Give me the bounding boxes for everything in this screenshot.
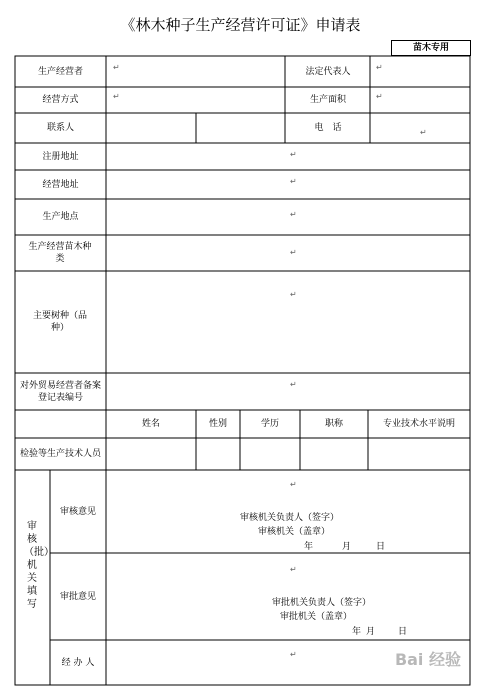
label-mode: 经营方式 [42, 95, 79, 105]
review-year: 年 [304, 542, 314, 552]
document-title: 《林木种子生产经营许可证》申请表 [120, 16, 361, 34]
col-name: 姓名 [141, 419, 160, 429]
approve-org: 审批机关（盖章） [280, 612, 353, 622]
label-biz-addr: 经营地址 [42, 179, 79, 190]
review-person: 审核机关负责人（签字） [240, 513, 340, 523]
label-species: 主要树种（品种） [32, 311, 87, 333]
label-foreign-trade: 对外贸易经营者备案登记表编号 [19, 380, 101, 403]
col-gender: 性别 [208, 419, 227, 429]
label-phone: 电 话 [314, 123, 342, 133]
approve-person: 审批机关负责人（签字） [272, 598, 372, 608]
label-producer: 生产经营者 [37, 66, 83, 77]
field-mark: ↵ [420, 128, 427, 137]
field-mark: ↵ [113, 63, 120, 72]
label-approve-opinion: 审批意见 [59, 591, 96, 602]
col-skill: 专业技术水平说明 [382, 419, 455, 429]
label-inspectors: 检验等生产技术人员 [19, 449, 101, 459]
label-handler: 经 办 人 [61, 657, 95, 668]
field-mark: ↵ [290, 380, 297, 389]
approve-month: 月 [366, 627, 376, 637]
label-category: 生产经营苗木种类 [28, 242, 92, 264]
label-review-opinion: 审核意见 [59, 506, 96, 517]
field-mark: ↵ [290, 480, 297, 489]
approve-year: 年 [352, 627, 362, 637]
field-mark: ↵ [290, 150, 297, 159]
label-prod-site: 生产地点 [42, 212, 79, 222]
field-mark: ↵ [290, 565, 297, 574]
field-mark: ↵ [290, 650, 297, 659]
col-title: 职称 [324, 419, 343, 429]
col-education: 学历 [260, 419, 279, 429]
label-contact: 联系人 [46, 123, 74, 133]
review-org: 审核机关（盖章） [258, 527, 331, 537]
field-mark: ↵ [290, 210, 297, 219]
field-mark: ↵ [290, 248, 297, 257]
field-mark: ↵ [376, 92, 383, 101]
field-mark: ↵ [113, 92, 120, 101]
label-legal-rep: 法定代表人 [305, 66, 351, 77]
field-mark: ↵ [290, 177, 297, 186]
seedling-badge: 苗木专用 [391, 40, 471, 56]
label-reg-addr: 注册地址 [42, 151, 79, 162]
field-mark: ↵ [290, 290, 297, 299]
label-area: 生产面积 [309, 95, 346, 105]
vertical-section-label: 审核（批）机关填写 [24, 521, 54, 610]
review-day: 日 [376, 542, 386, 552]
approve-day: 日 [398, 627, 408, 637]
review-month: 月 [342, 542, 352, 552]
field-mark: ↵ [376, 63, 383, 72]
watermark-logo: Bai 经验 [394, 650, 461, 669]
